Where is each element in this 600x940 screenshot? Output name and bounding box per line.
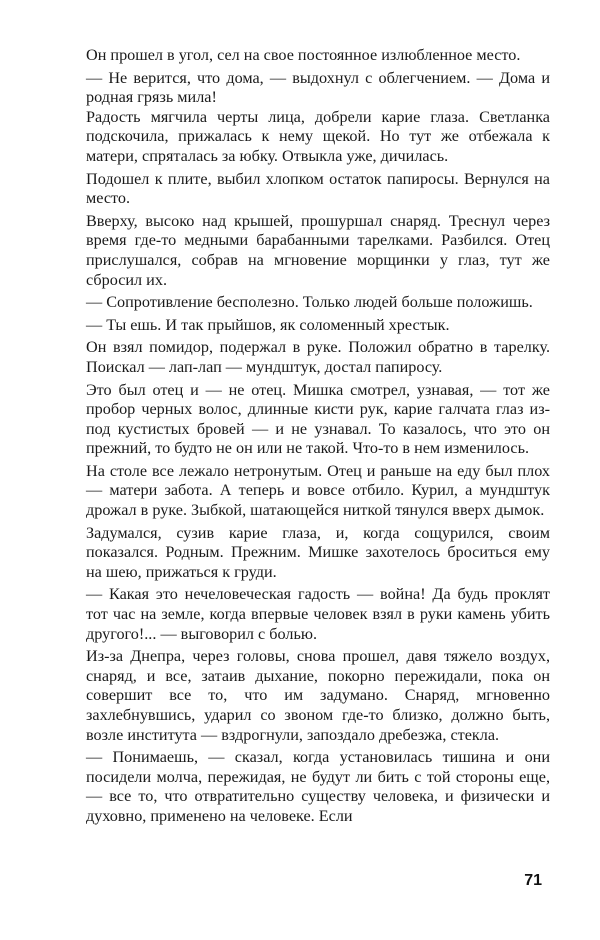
paragraph-5: Вверху, высоко над крышей, прошуршал снаряд. Треснул через время где-то медными барабанными тарелками. Разбился. Отец прислушался, собрав на мгновение морщинки у глаз, тут же сбросил их. [86,211,550,289]
paragraph-10: На столе все лежало нетронутым. Отец и раньше на еду был плох — матери забота. А теперь и вовсе отбило. Курил, а мундштук дрожал в руке. Зыбкой, шатающейся ниткой тянулся вверх дымок. [86,461,550,520]
paragraph-3: Радость мягчила черты лица, добрели карие глаза. Светланка подскочила, прижалась к нему щекой. Но тут же отбежала к матери, спряталась за юбку. Отвыкла уже, дичилась. [86,107,550,165]
paragraph-11: Задумался, сузив карие глаза, и, когда сощурился, своим показался. Родным. Прежним. Мишке захотелось броситься ему на шею, прижаться к груди. [86,523,550,581]
paragraph-2: — Не верится, что дома, — выдохнул с облегчением. — Дома и родная грязь мила! [86,68,550,107]
page-number: 71 [524,872,542,889]
paragraph-9: Это был отец и — не отец. Мишка смотрел, узнавая, — тот же пробор черных волос, длинные кисти рук, карие галчата глаз из-под кустистых бровей — и не узнавал. То казалось, что это он прежний, то будто не он или не такой. Что-то в нем изменилось. [86,380,550,458]
paragraph-14: — Понимаешь, — сказал, когда установилась тишина и они посидели молча, пережидая, не будут ли бить с той стороны еще, — все то, что отвратительно существу человека, и физически и духовно, применено на человеке. Если [86,748,550,825]
paragraph-1: Он прошел в угол, сел на свое постоянное излюбленное место. [86,46,521,64]
text-block [86,46,550,827]
paragraph-12: — Какая это нечеловеческая гадость — война! Да будь проклят тот час на земле, когда впервые человек взял в руки камень убить другого!... — выговорил с болью. [86,585,550,643]
paragraph-4: Подошел к плите, выбил хлопком остаток папиросы. Вернулся на место. [86,169,550,208]
paragraph-8: Он взял помидор, подержал в руке. Положил обратно в тарелку. Поискал — лап-лап — мундштук, достал папиросу. [86,338,550,376]
paragraph-13: Из-за Днепра, через головы, снова прошел, давя тяжело воздух, снаряд, и все, затаив дыхание, покорно пережидали, пока он совершит все то, что им задумано. Снаряд, мгновенно захлебнувшись, ударил со звоном где-то близко, должно быть, возле института — вздрогнули, запоздало дребезжа, стекла. [86,647,550,744]
paragraph-6: — Сопротивление бесполезно. Только людей больше положишь. [86,293,533,312]
paragraph-7: — Ты ешь. И так прыйшов, як соломенный хрестык. [86,315,450,334]
